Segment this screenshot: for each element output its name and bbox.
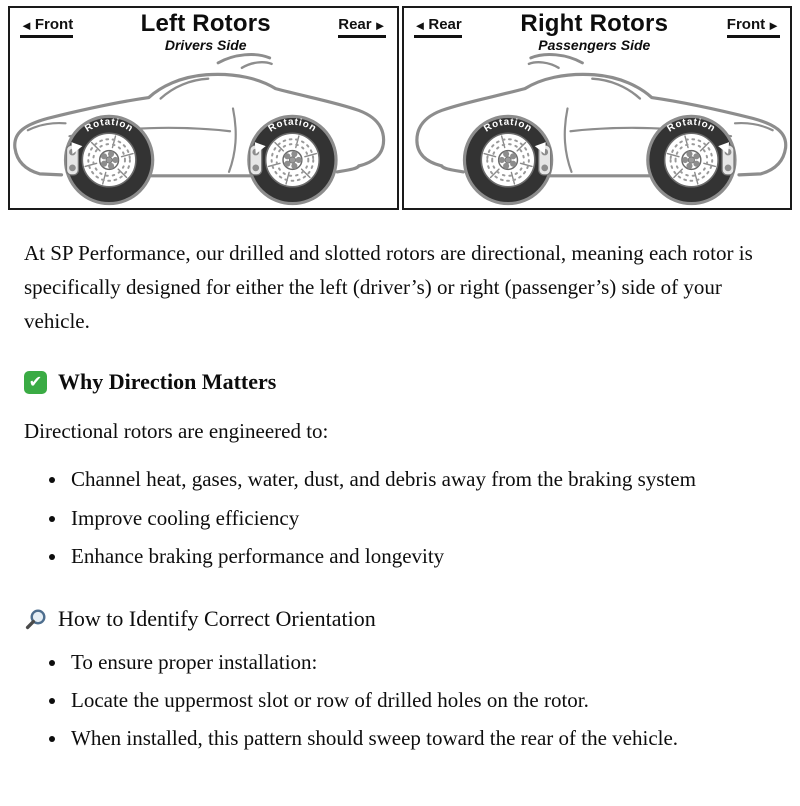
panel-title: Left Rotors	[140, 10, 271, 37]
arrow-left-icon: ◄	[413, 17, 427, 33]
list-item: • When installed, this pattern should sweep toward the rear of the vehicle.	[68, 721, 772, 755]
section-heading-identify-orientation	[24, 601, 772, 637]
right-rotors-panel	[402, 6, 793, 210]
section-heading-why-direction-matters	[24, 364, 772, 400]
list-item: • Improve cooling efficiency	[68, 501, 772, 535]
rear-label: Rear	[428, 16, 462, 33]
orientation-list	[24, 645, 772, 756]
front-label: Front	[34, 16, 74, 33]
heading-text: Why Direction Matters	[58, 369, 277, 395]
article-content	[0, 218, 800, 756]
arrow-right-icon: ►	[767, 17, 780, 33]
front-direction-indicator	[20, 17, 73, 38]
lead-paragraph: Directional rotors are engineered to:	[24, 419, 329, 444]
panel-title: Right Rotors	[520, 10, 669, 37]
right-panel-header	[404, 8, 791, 53]
rotation-label-rear: Rotation	[266, 116, 319, 135]
check-mark-icon: ✔	[24, 371, 47, 394]
left-panel-header	[10, 8, 397, 53]
rotation-label-front: Rotation	[664, 116, 717, 135]
left-rotors-panel	[8, 6, 399, 210]
panel-subtitle: Passengers Side	[538, 37, 651, 54]
arrow-left-icon: ◄	[20, 17, 33, 33]
rotation-label-rear: Rotation	[481, 116, 534, 135]
panel-subtitle: Drivers Side	[164, 37, 247, 54]
list-item: • To ensure proper installation:	[68, 645, 772, 679]
magnifying-glass-icon	[24, 608, 47, 631]
heading-text: How to Identify Correct Orientation	[58, 606, 376, 632]
right-car-illustration	[404, 49, 791, 208]
front-direction-indicator	[727, 17, 780, 38]
list-item: • Locate the uppermost slot or row of drilled holes on the rotor.	[68, 683, 772, 717]
left-panel-titles	[141, 11, 271, 53]
arrow-right-icon: ►	[373, 17, 387, 33]
benefits-list	[24, 462, 772, 573]
left-car-illustration	[10, 49, 397, 208]
rear-direction-indicator	[338, 17, 386, 38]
rear-direction-indicator	[414, 17, 462, 38]
list-item: • Channel heat, gases, water, dust, and debris away from the braking system	[68, 462, 772, 496]
list-item: • Enhance braking performance and longevity	[68, 539, 772, 573]
intro-paragraph: At SP Performance, our drilled and slotted rotors are directional, meaning each rotor is specifically designed for either the left (driver’s) or right (passenger’s) side of your vehicle.	[24, 240, 753, 334]
front-label: Front	[726, 16, 766, 33]
rear-label: Rear	[338, 16, 372, 33]
rotor-direction-diagram	[8, 6, 792, 210]
rotation-label-front: Rotation	[83, 116, 136, 135]
right-panel-titles	[520, 11, 668, 53]
